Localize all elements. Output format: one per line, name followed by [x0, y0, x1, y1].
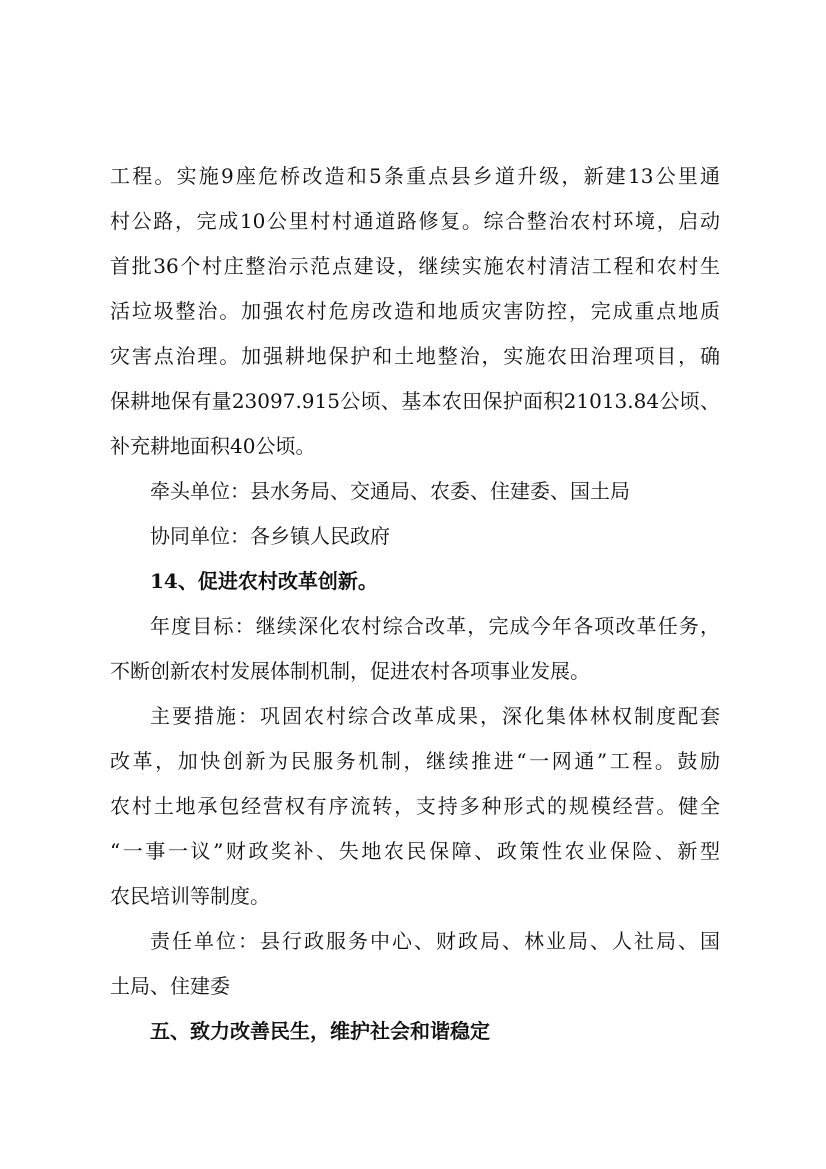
text-line: 责任单位：县行政服务中心、财政局、林业局、人社局、国 [150, 929, 720, 953]
text-line: 土局、住建委 [110, 974, 230, 998]
text-line: 主要措施：巩固农村综合改革成果，深化集体林权制度配套 [150, 704, 720, 728]
text-line: 补充耕地面积40公顷。 [110, 434, 316, 458]
section-heading-14 [110, 559, 720, 604]
cooperating-unit-paragraph [110, 514, 720, 559]
text-line: 农村土地承包经营权有序流转，支持多种形式的规模经营。健全 [110, 794, 720, 818]
text-line: 工程。实施9座危桥改造和5条重点县乡道升级，新建13公里通 [110, 164, 720, 188]
text-line: 改革，加快创新为民服务机制，继续推进“一网通”工程。鼓励 [110, 749, 720, 773]
paragraph-rural-infrastructure [110, 154, 720, 469]
text-line: 灾害点治理。加强耕地保护和土地整治，实施农田治理项目，确 [110, 344, 720, 368]
text-line: 村公路，完成10公里村村通道路修复。综合整治农村环境，启动 [110, 209, 720, 233]
text-line: 首批36个村庄整治示范点建设，继续实施农村清洁工程和农村生 [110, 254, 720, 278]
main-measures-paragraph [110, 694, 720, 919]
text-line: 保耕地保有量23097.915公顷、基本农田保护面积21013.84公顷、 [110, 389, 720, 413]
text-line: 牵头单位：县水务局、交通局、农委、住建委、国土局 [150, 479, 630, 503]
text-line: “一事一议”财政奖补、失地农民保障、政策性农业保险、新型 [110, 839, 720, 863]
annual-goal-paragraph [110, 604, 720, 694]
heading-line: 五、致力改善民生，维护社会和谐稳定 [150, 1019, 490, 1043]
heading-line: 14、促进农村改革创新。 [150, 569, 378, 593]
responsible-unit-paragraph [110, 919, 720, 1009]
text-line: 活垃圾整治。加强农村危房改造和地质灾害防控，完成重点地质 [110, 299, 720, 323]
document-body [110, 154, 720, 1054]
text-line: 农民培训等制度。 [110, 884, 270, 908]
section-heading-five [110, 1009, 720, 1054]
lead-unit-paragraph [110, 469, 720, 514]
text-line: 协同单位：各乡镇人民政府 [150, 524, 390, 548]
text-line: 年度目标：继续深化农村综合改革，完成今年各项改革任务， [150, 614, 720, 638]
text-line: 不断创新农村发展体制机制，促进农村各项事业发展。 [110, 659, 590, 683]
